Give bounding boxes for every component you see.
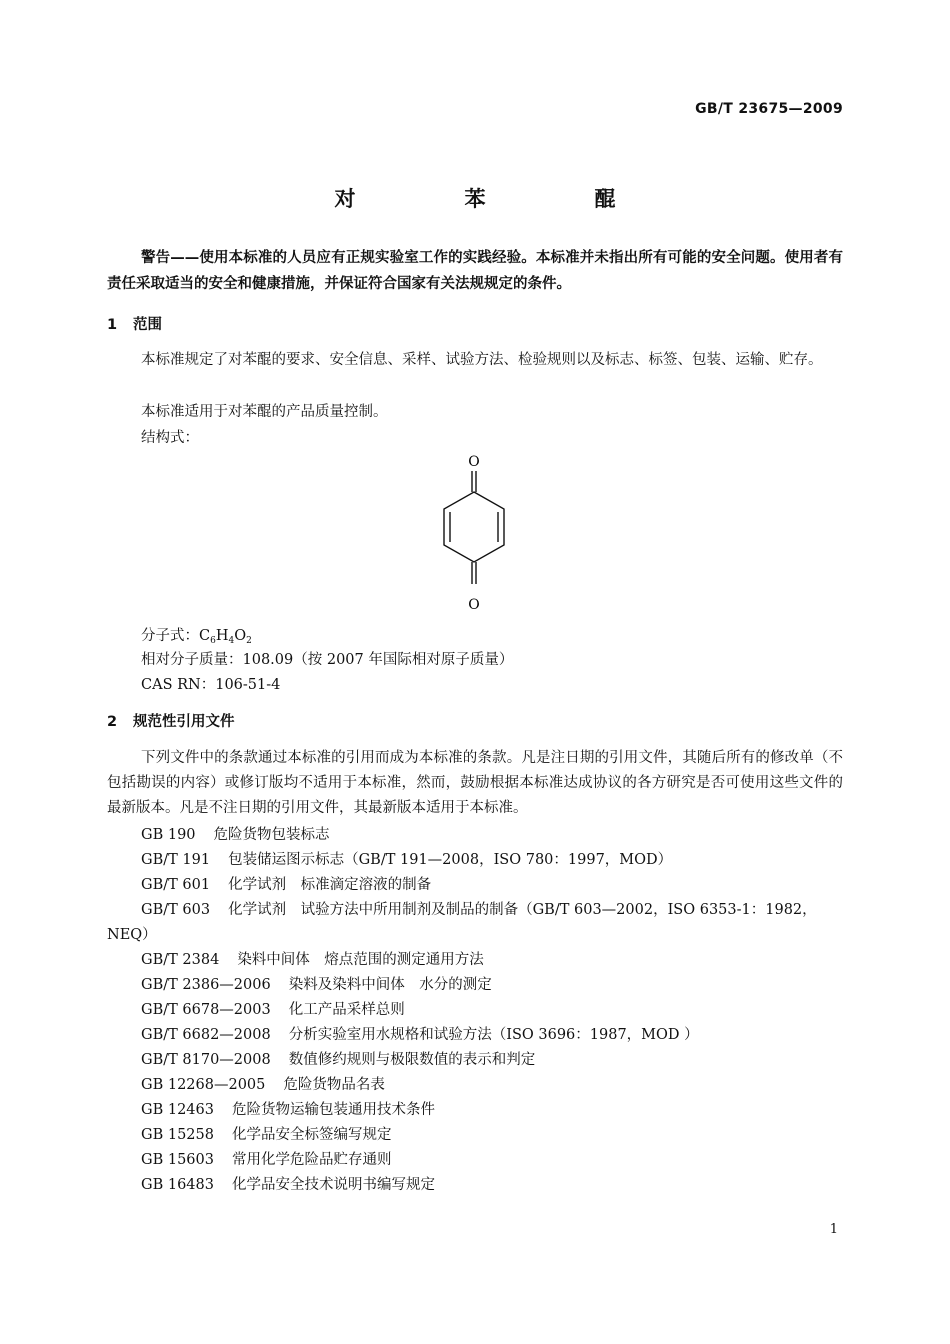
reference-code: GB/T 6678—2003	[141, 1002, 271, 1018]
reference-item	[141, 848, 672, 869]
reference-title: 常用化学危险品贮存通则	[231, 1152, 392, 1168]
reference-title: 危险货物运输包装通用技术条件	[231, 1102, 435, 1118]
reference-code: GB 15258	[141, 1127, 214, 1143]
ring	[444, 492, 504, 562]
reference-code: GB 190	[141, 827, 196, 843]
section-title: 规范性引用文件	[133, 714, 235, 730]
references-intro: 下列文件中的条款通过本标准的引用而成为本标准的条款。凡是注日期的引用文件，其随后所有的修改单（不包括勘误的内容）或修订版均不适用于本标准，然而，鼓励根据本标准达成协议的各方研究是否可使用这些文件的最新版本。凡是不注日期的引用文件，其最新版本适用于本标准。	[107, 750, 843, 816]
document-title: 对 苯 醌	[334, 187, 660, 211]
reference-code: GB/T 2384	[141, 952, 220, 968]
structural-formula	[430, 450, 520, 615]
standard-code: GB/T 23675—2009	[695, 101, 843, 117]
reference-code: GB/T 8170—2008	[141, 1052, 271, 1068]
page-number: 1	[829, 1222, 838, 1237]
formula-label: 分子式：	[141, 628, 199, 644]
reference-item	[141, 973, 492, 994]
reference-title: 数值修约规则与极限数值的表示和判定	[288, 1052, 536, 1068]
formula-h-sub: 4	[228, 636, 235, 646]
reference-code: GB/T 2386—2006	[141, 977, 271, 993]
reference-item	[141, 998, 405, 1019]
reference-title: 化学试剂 试验方法中所用制剂及制品的制备（GB/T 603—2002，ISO 6353-1：1982，	[228, 902, 817, 918]
reference-code: GB 12463	[141, 1102, 214, 1118]
reference-title: 分析实验室用水规格和试验方法（ISO 3696：1987，MOD ）	[288, 1027, 699, 1043]
section-number: 2	[107, 714, 118, 730]
reference-code: GB 12268—2005	[141, 1077, 266, 1093]
reference-code: GB 15603	[141, 1152, 214, 1168]
reference-item	[141, 823, 330, 844]
warning-paragraph: 警告——使用本标准的人员应有正规实验室工作的实践经验。本标准并未指出所有可能的安全问题。使用者有责任采取适当的安全和健康措施，并保证符合国家有关法规规定的条件。	[107, 250, 843, 292]
scope-paragraph: 本标准规定了对苯醌的要求、安全信息、采样、试验方法、检验规则以及标志、标签、包装、运输、贮存。	[141, 352, 823, 368]
reference-item	[141, 898, 817, 919]
reference-title: 包装储运图示标志（GB/T 191—2008，ISO 780：1997，MOD）	[228, 852, 673, 868]
reference-title: 化学品安全技术说明书编写规定	[231, 1177, 435, 1193]
section-title: 范围	[133, 317, 162, 333]
reference-title: 化工产品采样总则	[288, 1002, 405, 1018]
oxygen-bottom-label: O	[468, 597, 480, 613]
reference-item	[141, 1073, 385, 1094]
oxygen-top-label: O	[468, 454, 480, 470]
formula-h: H	[215, 628, 229, 644]
cas-number: CAS RN：106-51-4	[141, 677, 281, 693]
reference-item	[141, 1148, 391, 1169]
formula-c: C	[199, 628, 211, 644]
reference-item	[141, 1023, 699, 1044]
reference-code: GB/T 6682—2008	[141, 1027, 271, 1043]
reference-title: 化学试剂 标准滴定溶液的制备	[228, 877, 432, 893]
reference-item	[141, 1173, 435, 1194]
formula-c-sub: 6	[210, 636, 216, 646]
reference-item	[141, 948, 484, 969]
section-number: 1	[107, 317, 118, 333]
reference-title: 危险货物品名表	[283, 1077, 385, 1093]
reference-title: 染料中间体 熔点范围的测定通用方法	[237, 952, 484, 968]
molecular-mass: 相对分子质量：108.09（按 2007 年国际相对原子质量）	[141, 652, 514, 668]
reference-code: GB 16483	[141, 1177, 214, 1193]
formula-o: O	[234, 628, 247, 644]
reference-item	[141, 1048, 535, 1069]
applicability-paragraph: 本标准适用于对苯醌的产品质量控制。	[141, 404, 388, 420]
formula-o-sub: 2	[246, 636, 252, 646]
reference-code: GB/T 603	[141, 902, 211, 918]
section-1-heading	[107, 313, 162, 334]
reference-continuation: NEQ）	[107, 927, 157, 943]
reference-item	[141, 873, 431, 894]
reference-code: GB/T 601	[141, 877, 211, 893]
molecular-formula	[141, 624, 252, 646]
reference-code: GB/T 191	[141, 852, 211, 868]
reference-title: 化学品安全标签编写规定	[231, 1127, 392, 1143]
reference-item	[141, 1098, 435, 1119]
structure-label: 结构式：	[141, 430, 199, 446]
reference-title: 染料及染料中间体 水分的测定	[288, 977, 492, 993]
section-2-heading	[107, 710, 235, 731]
reference-item	[141, 1123, 391, 1144]
reference-title: 危险货物包装标志	[213, 827, 330, 843]
